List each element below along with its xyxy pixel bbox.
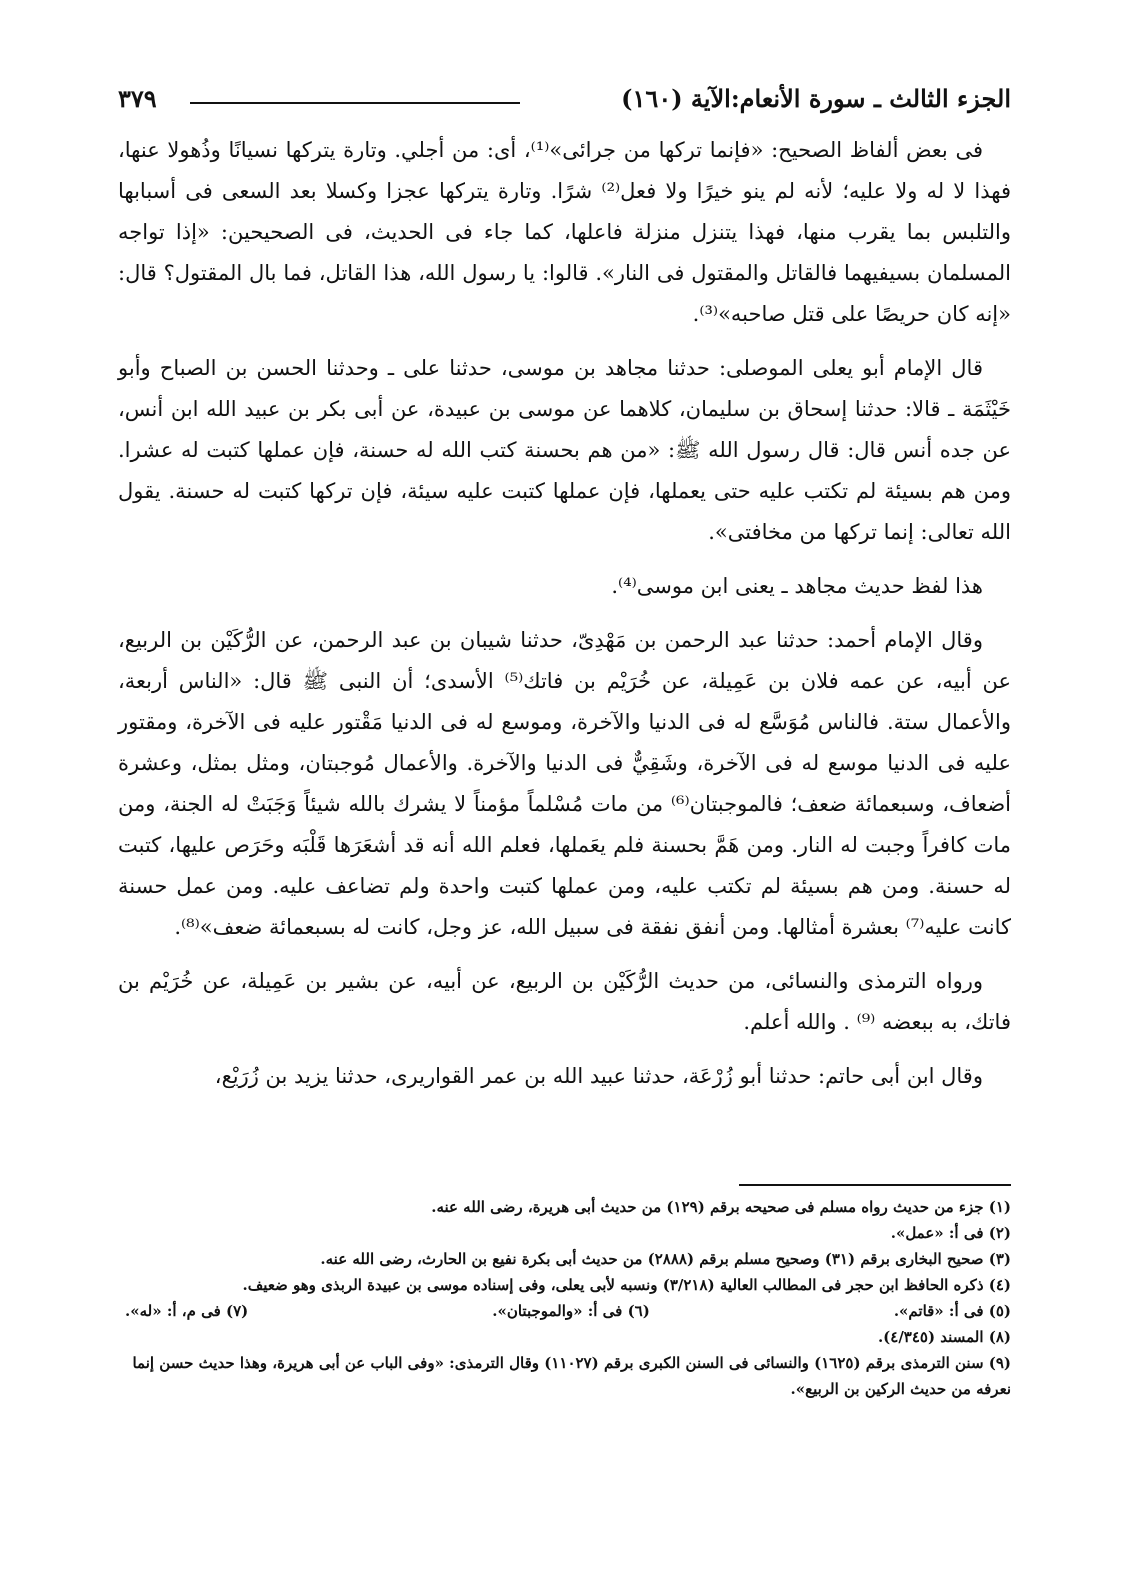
page-number: ٣٧٩	[118, 84, 157, 113]
footnote: (٦) فى أ: «والموجبتان».	[492, 1302, 650, 1320]
paragraph: ورواه الترمذى والنسائى، من حديث الرُّكَيْن بن الربيع، عن أبيه، عن بشير بن عَمِيلة، عن خُرَيْم بن فاتك، به ببعضه ⁽⁹⁾ . والله أعلم.	[118, 969, 1011, 1034]
footnote: (٥) فى أ: «قاتم».	[893, 1302, 1011, 1320]
footnote: (٢) فى أ: «عمل».	[890, 1224, 1011, 1242]
paragraph: قال الإمام أبو يعلى الموصلى: حدثنا مجاهد بن موسى، حدثنا على ـ وحدثنا الحسن بن الصباح وأبو خَيْثَمَة ـ قالا: حدثنا إسحاق بن سليمان، كلاهما عن موسى بن عبيدة، عن أبى بكر بن عبيد الله ابن أنس، عن جده أنس قال: قال رسول الله ﷺ: «من هم بحسنة كتب الله له حسنة، فإن عملها كتبت له عشرا. ومن هم بسيئة لم تكتب عليه حتى يعملها، فإن عملها كتبت عليه سيئة، فإن تركها كتبت له حسنة. يقول الله تعالى: إنما تركها من مخافتى».	[118, 356, 1011, 544]
paragraph: وقال الإمام أحمد: حدثنا عبد الرحمن بن مَهْدِىّ، حدثنا شيبان بن عبد الرحمن، عن الرُّكَيْن بن الربيع، عن أبيه، عن عمه فلان بن عَمِيلة، عن خُرَيْم بن فاتك⁽⁵⁾ الأسدى؛ أن النبى ﷺ قال: «الناس أربعة، والأعمال ستة. فالناس مُوَسَّع له فى الدنيا والآخرة، وموسع له فى الدنيا مَقْتور عليه فى الآخرة، ومقتور عليه فى الدنيا موسع له فى الآخرة، وشَقِيٌّ فى الدنيا والآخرة. والأعمال مُوجبتان، ومثل بمثل، وعشرة أضعاف، وسبعمائة ضعف؛ فالموجبتان⁽⁶⁾ من مات مُسْلماً مؤمناً لا يشرك بالله شيئاً وَجَبَتْ له الجنة، ومن مات كافراً وجبت له النار. ومن هَمَّ بحسنة فلم يعَملها، فعلم الله أنه قد أشعَرَها قَلْبَه وحَرَص عليها، كتبت له حسنة. ومن هم بسيئة لم تكتب عليه، ومن عملها كتبت واحدة ولم تضاعف عليه. ومن عمل حسنة كانت عليه⁽⁷⁾ بعشرة أمثالها. ومن أنفق نفقة فى سبيل الله، عز وجل، كانت له بسبعمائة ضعف»⁽⁸⁾.	[118, 628, 1012, 939]
footnote-row	[125, 1298, 1011, 1324]
footnote-separator	[739, 1184, 1011, 1186]
footnote: (٩) سنن الترمذى برقم (١٦٢٥) والنسائى فى السنن الكبرى برقم (١١٠٢٧) وقال الترمذى: «وفى الباب عن أبى هريرة، وهذا حديث حسن إنما نعرفه من حديث الركين بن الربيع».	[132, 1354, 1011, 1398]
footnote: (٣) صحيح البخارى برقم (٣١) وصحيح مسلم برقم (٢٨٨٨) من حديث أبى بكرة نفيع بن الحارث، رضى الله عنه.	[320, 1250, 1011, 1268]
footnote: (٨) المسند (٤/٣٤٥).	[877, 1328, 1011, 1346]
footnotes	[125, 1194, 1011, 1402]
footnote: (٧) فى م، أ: «له».	[125, 1302, 249, 1320]
paragraph: فى بعض ألفاظ الصحيح: «فإنما تركها من جرائى»⁽¹⁾، أى: من أجلي. وتارة يتركها نسيانًا وذُهولا عنها، فهذا لا له ولا عليه؛ لأنه لم ينو خيرًا ولا فعل⁽²⁾ شرًا. وتارة يتركها عجزا وكسلا بعد السعى فى أسبابها والتلبس بما يقرب منها، فهذا يتنزل منزلة فاعلها، كما جاء فى الحديث، فى الصحيحين: «إذا تواجه المسلمان بسيفيهما فالقاتل والمقتول فى النار». قالوا: يا رسول الله، هذا القاتل، فما بال المقتول؟ قال: «إنه كان حريصًا على قتل صاحبه»⁽³⁾.	[118, 138, 1011, 326]
main-text	[118, 130, 1011, 1110]
header-title: الجزء الثالث ـ سورة الأنعام:الآية (١٦٠)	[621, 84, 1011, 113]
footnote: (١) جزء من حديث رواه مسلم فى صحيحه برقم (١٢٩) من حديث أبى هريرة، رضى الله عنه.	[431, 1198, 1011, 1216]
running-header	[118, 84, 1011, 124]
paragraph: وقال ابن أبى حاتم: حدثنا أبو زُرْعَة، حدثنا عبيد الله بن عمر القواريرى، حدثنا يزيد بن زُرَيْع،	[214, 1064, 983, 1088]
header-rule	[190, 102, 520, 104]
footnote: (٤) ذكره الحافظ ابن حجر فى المطالب العالية (٣/٢١٨) ونسبه لأبى يعلى، وفى إسناده موسى بن عبيدة الربذى وهو ضعيف.	[242, 1276, 1011, 1294]
paragraph: هذا لفظ حديث مجاهد ـ يعنى ابن موسى⁽⁴⁾.	[611, 574, 983, 598]
